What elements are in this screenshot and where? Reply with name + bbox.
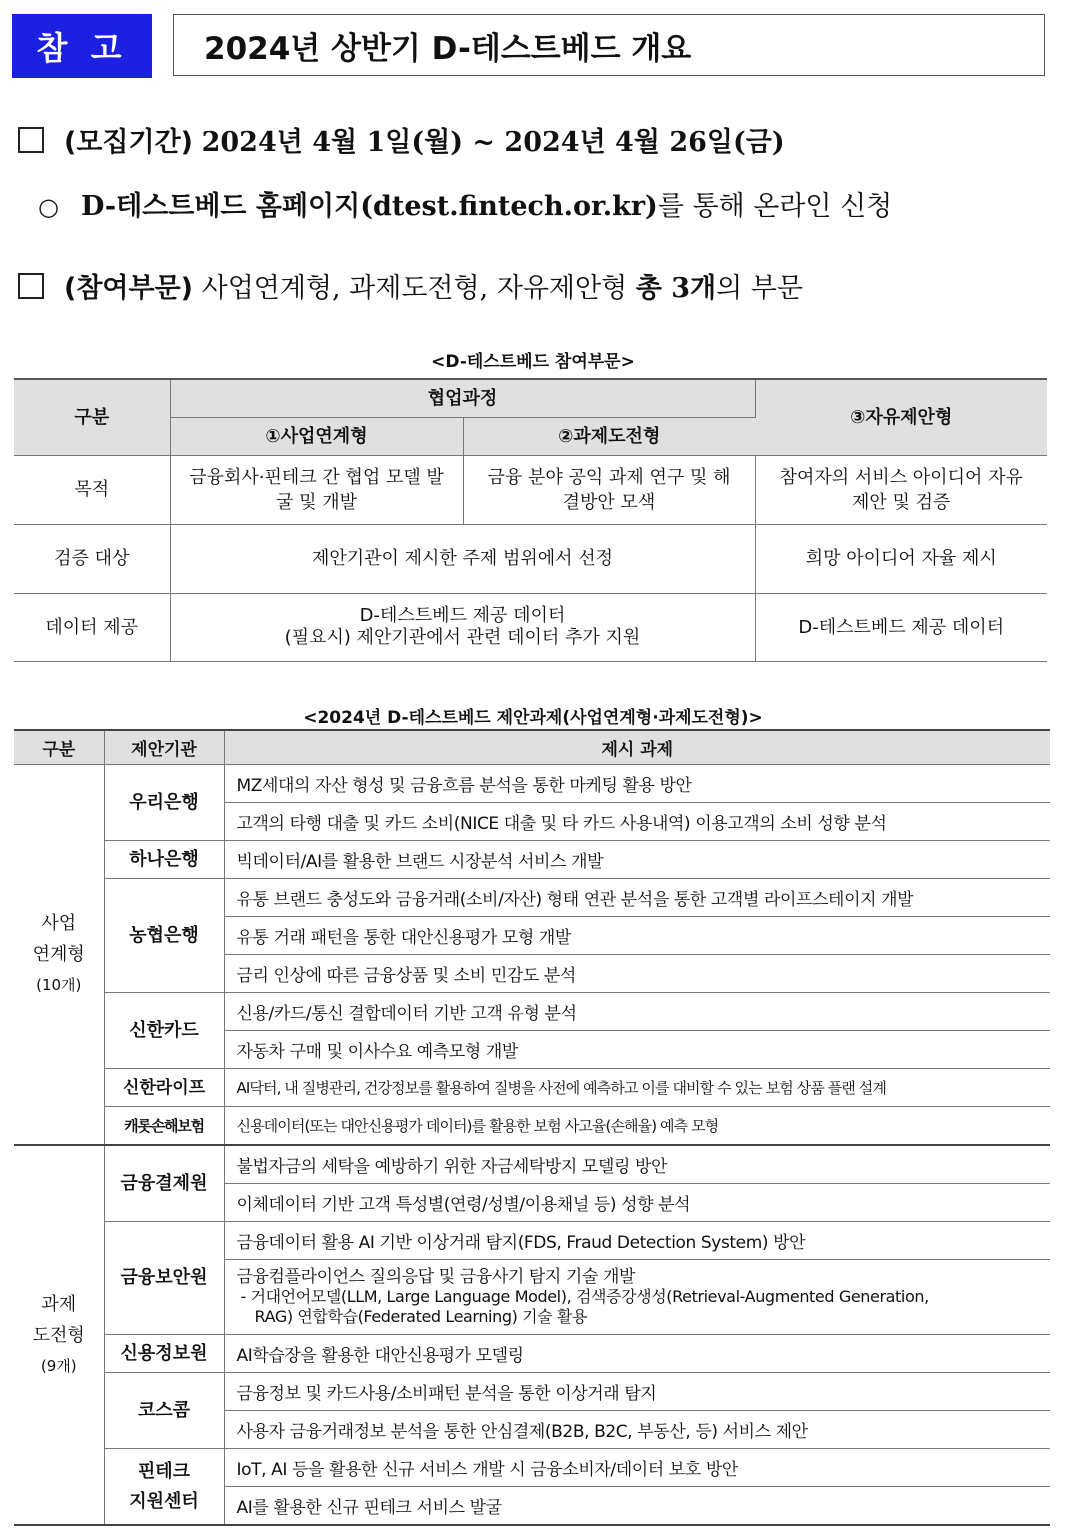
cell-data-line1: D-테스트베드 제공 데이터	[359, 605, 566, 626]
org-fintech-line2: 지원센터	[129, 1490, 199, 1512]
cell-purpose-2: 금융 분야 공익 과제 연구 및 해결방안 모색	[463, 455, 755, 524]
header-coop-process: 협업과정	[170, 379, 755, 417]
row-label-data: 데이터 제공	[14, 593, 170, 661]
task-row: MZ세대의 자산 형성 및 금융흐름 분석을 통한 마케팅 활용 방안	[224, 765, 1050, 803]
org-shinhancard: 신한카드	[104, 993, 224, 1069]
task-row: AI학습장을 활용한 대안신용평가 모델링	[224, 1335, 1050, 1373]
task-row: 신용데이터(또는 대안신용평가 데이터)를 활용한 보험 사고율(손해율) 예측 모형	[224, 1107, 1050, 1146]
task-row: 이체데이터 기반 고객 특성별(연령/성별/이용채널 등) 성향 분석	[224, 1184, 1050, 1222]
org-koscom: 코스콤	[104, 1373, 224, 1449]
participation-label: (참여부문)	[64, 273, 194, 304]
org-fintech-line1: 핀테크	[137, 1460, 191, 1482]
org-carrot: 캐롯손해보험	[104, 1107, 224, 1146]
row-label-purpose: 목적	[14, 455, 170, 524]
participation-tail: 의 부문	[716, 273, 803, 304]
circle-bullet-icon: ○	[38, 193, 59, 221]
group1-line2: 연계형	[32, 944, 85, 965]
task-row: 유통 브랜드 충성도와 금융거래(소비/자산) 형태 연관 분석을 통한 고객별 라이프스테이지 개발	[224, 879, 1050, 917]
org-nh: 농협은행	[104, 879, 224, 993]
task-subline: - 거대언어모델(LLM, Large Language Model), 검색증강생성(Retrieval-Augmented Generation,	[240, 1287, 929, 1306]
cell-data-12	[170, 593, 755, 661]
reference-tag: 참 고	[12, 14, 152, 78]
task-row: 금리 인상에 따른 금융상품 및 소비 민감도 분석	[224, 955, 1050, 993]
task-row: IoT, AI 등을 활용한 신규 서비스 개발 시 금융소비자/데이터 보호 방안	[224, 1449, 1050, 1487]
checkbox-square-icon	[18, 127, 44, 153]
group2-line2: 도전형	[32, 1324, 85, 1346]
recruit-period-label: (모집기간)	[64, 127, 194, 158]
org-hana: 하나은행	[104, 841, 224, 879]
task-row: 빅데이터/AI를 활용한 브랜드 시장분석 서비스 개발	[224, 841, 1050, 879]
participation-line	[18, 266, 803, 305]
cell-purpose-3: 참여자의 서비스 아이디어 자유 제안 및 검증	[755, 455, 1047, 524]
table1-caption: <D-테스트베드 참여부문>	[431, 352, 635, 372]
task-line: 금융컴플라이언스 질의응답 및 금융사기 탐지 기술 개발	[236, 1267, 636, 1287]
org-fsec: 금융보안원	[104, 1222, 224, 1335]
table2-caption: <2024년 D-테스트베드 제안과제(사업연계형·과제도전형)>	[303, 708, 763, 728]
header-challenge: ②과제도전형	[463, 417, 755, 455]
org-woori: 우리은행	[104, 765, 224, 841]
apply-homepage-text: D-테스트베드 홈페이지(dtest.fintech.or.kr)	[80, 191, 658, 222]
participation-table	[14, 378, 1047, 662]
checkbox-square-icon	[18, 273, 44, 299]
task-row	[224, 1260, 1050, 1335]
cell-data-3: D-테스트베드 제공 데이터	[755, 593, 1047, 661]
task-row: 금융데이터 활용 AI 기반 이상거래 탐지(FDS, Fraud Detection System) 방안	[224, 1222, 1050, 1260]
group-challenge	[14, 1145, 104, 1525]
recruit-period-text: 2024년 4월 1일(월) ~ 2024년 4월 26일(금)	[201, 127, 785, 158]
task-subline: RAG) 연합학습(Federated Learning) 기술 활용	[254, 1307, 588, 1326]
org-kftc: 금융결제원	[104, 1145, 224, 1222]
task-row: 금융정보 및 카드사용/소비패턴 분석을 통한 이상거래 탐지	[224, 1373, 1050, 1411]
group1-count: (10개)	[36, 976, 82, 994]
recruit-period-line	[18, 120, 785, 159]
group2-count: (9개)	[40, 1356, 77, 1375]
org-kcis: 신용정보원	[104, 1335, 224, 1373]
header-gubun: 구분	[14, 379, 170, 455]
org-shinhanlife: 신한라이프	[104, 1069, 224, 1107]
group2-line1: 과제	[41, 1293, 77, 1315]
task-row: 신용/카드/통신 결합데이터 기반 고객 유형 분석	[224, 993, 1050, 1031]
cell-data-line2: (필요시) 제안기관에서 관련 데이터 추가 지원	[284, 627, 641, 648]
row-label-target: 검증 대상	[14, 524, 170, 593]
task-row: 불법자금의 세탁을 예방하기 위한 자금세탁방지 모델링 방안	[224, 1145, 1050, 1184]
task-row: AI닥터, 내 질병관리, 건강정보를 활용하여 질병을 사전에 예측하고 이를 대비할 수 있는 보험 상품 플랜 설계	[224, 1069, 1050, 1107]
task-row: AI를 활용한 신규 핀테크 서비스 발굴	[224, 1487, 1050, 1526]
header-business-linked: ①사업연계형	[170, 417, 463, 455]
proposal-task-table	[14, 729, 1050, 1526]
cell-target-3: 희망 아이디어 자율 제시	[755, 524, 1047, 593]
apply-method-text: 를 통해 온라인 신청	[657, 191, 893, 222]
apply-bullet-line	[38, 184, 892, 223]
header-org: 제안기관	[104, 730, 224, 765]
group-business-linked	[14, 765, 104, 1146]
cell-target-12: 제안기관이 제시한 주제 범위에서 선정	[170, 524, 755, 593]
participation-count: 총 3개	[635, 273, 717, 304]
page-title: 2024년 상반기 D-테스트베드 개요	[173, 14, 1045, 76]
cell-purpose-1: 금융회사·핀테크 간 협업 모델 발굴 및 개발	[170, 455, 463, 524]
header-free-proposal: ③자유제안형	[755, 379, 1047, 455]
header-task: 제시 과제	[224, 730, 1050, 765]
group1-line1: 사업	[41, 913, 77, 934]
task-row: 고객의 타행 대출 및 카드 소비(NICE 대출 및 타 카드 사용내역) 이용고객의 소비 성향 분석	[224, 803, 1050, 841]
task-row: 유통 거래 패턴을 통한 대안신용평가 모형 개발	[224, 917, 1050, 955]
task-row: 사용자 금융거래정보 분석을 통한 안심결제(B2B, B2C, 부동산, 등) 서비스 제안	[224, 1411, 1050, 1449]
org-fintech-center	[104, 1449, 224, 1526]
header-gubun: 구분	[14, 730, 104, 765]
task-row: 자동차 구매 및 이사수요 예측모형 개발	[224, 1031, 1050, 1069]
participation-types: 사업연계형, 과제도전형, 자유제안형	[201, 273, 628, 304]
